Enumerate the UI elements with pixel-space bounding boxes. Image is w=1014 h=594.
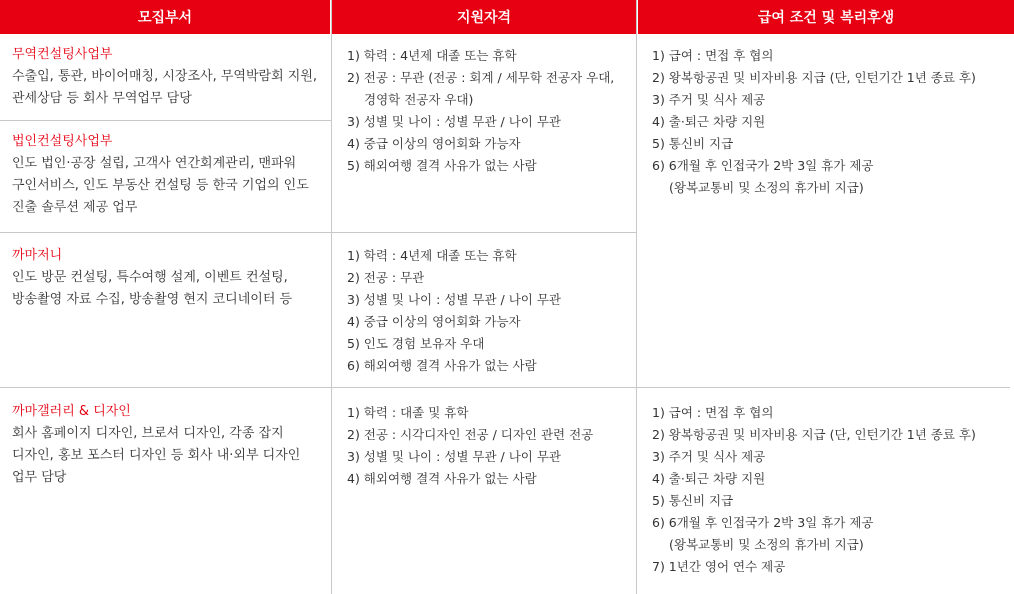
benefit-item: (왕복교통비 및 소정의 휴가비 지급) bbox=[669, 180, 864, 195]
qualification-item: 4) 중급 이상의 영어회화 가능자 bbox=[347, 136, 521, 151]
benefit-item: 2) 왕복항공권 및 비자비용 지급 (단, 인턴기간 1년 종료 후) bbox=[652, 70, 976, 85]
benefit-item: (왕복교통비 및 소정의 휴가비 지급) bbox=[669, 537, 864, 552]
qualification-item: 경영학 전공자 우대) bbox=[364, 92, 474, 107]
department-title: 까마갤러리 & 디자인 bbox=[12, 404, 131, 419]
benefit-item: 6) 6개월 후 인접국가 2박 3일 휴가 제공 bbox=[652, 515, 874, 530]
department-title: 법인컨설팅사업부 bbox=[12, 134, 113, 149]
qualification-item: 1) 학력 : 대졸 및 휴학 bbox=[347, 405, 469, 420]
department-desc-line: 디자인, 홍보 포스터 디자인 등 회사 내·외부 디자인 bbox=[12, 448, 301, 463]
department-kama-gallery bbox=[12, 401, 327, 489]
qualification-item: 2) 전공 : 시각디자인 전공 / 디자인 관련 전공 bbox=[347, 427, 594, 442]
benefit-item: 7) 1년간 영어 연수 제공 bbox=[652, 559, 786, 574]
department-desc-line: 업무 담당 bbox=[12, 470, 67, 485]
benefit-list bbox=[652, 45, 976, 199]
department-desc-line: 방송촬영 자료 수집, 방송촬영 현지 코디네이터 등 bbox=[12, 292, 293, 307]
benefit-item: 5) 통신비 지급 bbox=[652, 136, 734, 151]
qualification-item: 3) 성별 및 나이 : 성별 무관 / 나이 무관 bbox=[347, 449, 561, 464]
department-desc-line: 인도 법인·공장 설립, 고객사 연간회계관리, 맨파워 bbox=[12, 156, 297, 171]
qualification-item: 4) 해외여행 결격 사유가 없는 사람 bbox=[347, 471, 537, 486]
qualification-item: 5) 해외여행 결격 사유가 없는 사람 bbox=[347, 158, 537, 173]
department-title: 무역컨설팅사업부 bbox=[12, 47, 113, 62]
benefit-list bbox=[652, 402, 976, 578]
row-divider bbox=[0, 232, 636, 233]
qualification-item: 1) 학력 : 4년제 대졸 또는 휴학 bbox=[347, 248, 517, 263]
benefit-item: 2) 왕복항공권 및 비자비용 지급 (단, 인턴기간 1년 종료 후) bbox=[652, 427, 976, 442]
qualification-list bbox=[347, 402, 593, 490]
header-department: 모집부서 bbox=[0, 0, 330, 34]
department-desc-line: 회사 홈페이지 디자인, 브로셔 디자인, 각종 잡지 bbox=[12, 426, 284, 441]
qualification-item: 3) 성별 및 나이 : 성별 무관 / 나이 무관 bbox=[347, 114, 561, 129]
qualification-item: 2) 전공 : 무관 bbox=[347, 270, 425, 285]
department-corporate bbox=[12, 131, 327, 219]
benefit-item: 1) 급여 : 면접 후 협의 bbox=[652, 48, 774, 63]
benefit-item: 5) 통신비 지급 bbox=[652, 493, 734, 508]
department-title: 까마저니 bbox=[12, 248, 63, 263]
department-desc-line: 구인서비스, 인도 부동산 컨설팅 등 한국 기업의 인도 bbox=[12, 178, 309, 193]
header-qualification: 지원자격 bbox=[332, 0, 636, 34]
benefit-item: 4) 출·퇴근 차량 지원 bbox=[652, 114, 766, 129]
qualification-item: 1) 학력 : 4년제 대졸 또는 휴학 bbox=[347, 48, 517, 63]
department-desc-line: 인도 방문 컨설팅, 특수여행 설계, 이벤트 컨설팅, bbox=[12, 270, 288, 285]
qualification-item: 2) 전공 : 무관 (전공 : 회계 / 세무학 전공자 우대, bbox=[347, 70, 615, 85]
department-desc-line: 수출입, 통관, 바이어매칭, 시장조사, 무역박람회 지원, bbox=[12, 69, 318, 84]
department-kama-journey bbox=[12, 245, 327, 311]
benefit-item: 1) 급여 : 면접 후 협의 bbox=[652, 405, 774, 420]
benefit-item: 3) 주거 및 식사 제공 bbox=[652, 449, 766, 464]
column-divider bbox=[331, 0, 332, 594]
benefit-item: 3) 주거 및 식사 제공 bbox=[652, 92, 766, 107]
qualification-item: 6) 해외여행 결격 사유가 없는 사람 bbox=[347, 358, 537, 373]
qualification-item: 4) 중급 이상의 영어회화 가능자 bbox=[347, 314, 521, 329]
department-trade bbox=[12, 44, 327, 110]
column-divider bbox=[636, 0, 637, 594]
benefit-item: 4) 출·퇴근 차량 지원 bbox=[652, 471, 766, 486]
qualification-item: 5) 인도 경험 보유자 우대 bbox=[347, 336, 485, 351]
qualification-list bbox=[347, 45, 614, 177]
row-divider bbox=[0, 120, 331, 121]
row-divider bbox=[0, 387, 1010, 388]
qualification-item: 3) 성별 및 나이 : 성별 무관 / 나이 무관 bbox=[347, 292, 561, 307]
benefit-item: 6) 6개월 후 인접국가 2박 3일 휴가 제공 bbox=[652, 158, 874, 173]
department-desc-line: 관세상담 등 회사 무역업무 담당 bbox=[12, 91, 192, 106]
header-benefits: 급여 조건 및 복리후생 bbox=[638, 0, 1014, 34]
department-desc-line: 진출 솔루션 제공 업무 bbox=[12, 200, 138, 215]
qualification-list bbox=[347, 245, 561, 377]
